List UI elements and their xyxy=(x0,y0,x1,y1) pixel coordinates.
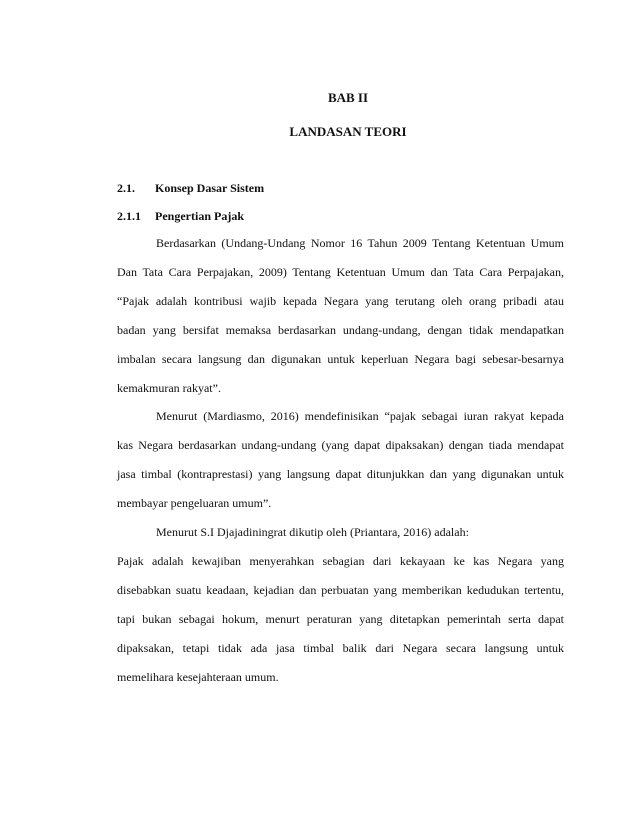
quote-line: Pajak adalah kewajiban menyerahkan sebagian dari kekayaan ke kas Negara yang xyxy=(117,554,564,568)
paragraph-line: imbalan secara langsung dan digunakan untuk keperluan Negara bagi sebesar-besarnya xyxy=(117,352,564,366)
paragraph-line: Menurut (Mardiasmo, 2016) mendefinisikan “pajak sebagai iuran rakyat kepada xyxy=(156,409,564,423)
section-title: Pengertian Pajak xyxy=(155,209,244,223)
chapter-title: LANDASAN TEORI xyxy=(289,124,407,139)
quote-line: dipaksakan, tetapi tidak ada jasa timbal balik dari Negara secara langsung untuk xyxy=(117,641,564,655)
section-number: 2.1.1 xyxy=(117,209,141,223)
section-number: 2.1. xyxy=(117,181,135,195)
paragraph-line: jasa timbal (kontraprestasi) yang langsung dapat ditunjukkan dan yang digunakan untuk xyxy=(117,467,564,481)
paragraph-line: membayar pengeluaran umum”. xyxy=(117,496,272,510)
paragraph-line: “Pajak adalah kontribusi wajib kepada Negara yang terutang oleh orang pribadi atau xyxy=(117,294,564,308)
paragraph-line: Berdasarkan (Undang-Undang Nomor 16 Tahun 2009 Tentang Ketentuan Umum xyxy=(156,236,564,250)
section-title: Konsep Dasar Sistem xyxy=(155,181,265,195)
quote-line: disebabkan suatu keadaan, kejadian dan perbuatan yang memberikan kedudukan tertentu, xyxy=(117,583,564,597)
subsection-heading xyxy=(117,209,244,224)
section-heading xyxy=(117,181,264,196)
chapter-label: BAB II xyxy=(327,90,369,105)
paragraph-line: Dan Tata Cara Perpajakan, 2009) Tentang Ketentuan Umum dan Tata Cara Perpajakan, xyxy=(117,265,564,279)
quote-line: memelihara kesejahteraan umum. xyxy=(117,670,279,684)
paragraph-line: kemakmuran rakyat”. xyxy=(117,381,221,395)
paragraph-line: badan yang bersifat memaksa berdasarkan undang-undang, dengan tidak mendapatkan xyxy=(117,323,564,337)
paragraph-line: Menurut S.I Djajadiningrat dikutip oleh (Priantara, 2016) adalah: xyxy=(156,525,469,539)
paragraph-line: kas Negara berdasarkan undang-undang (yang dapat dipaksakan) dengan tiada mendapat xyxy=(117,438,564,452)
quote-line: tapi bukan sebagai hokum, menurt peraturan yang ditetapkan pemerintah serta dapat xyxy=(117,612,564,626)
